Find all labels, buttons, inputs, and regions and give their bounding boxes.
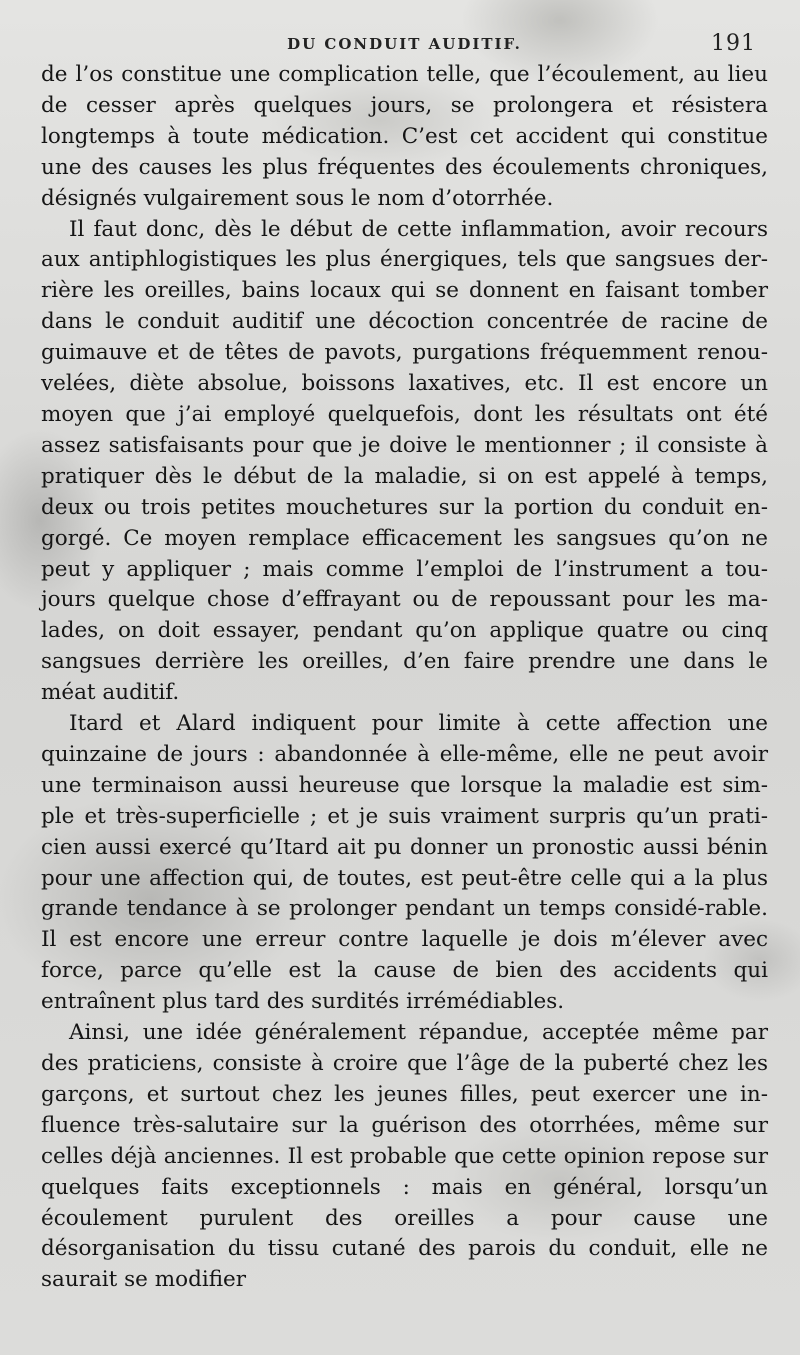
- page-number: 191: [711, 31, 756, 56]
- body-text: [41, 60, 768, 1296]
- paragraph-puberty-belief: Ainsi, une idée généralement répandue, acceptée même par des praticiens, consiste à croire que l’âge de la puberté chez les garçons, et surtout chez les jeunes filles, peut exercer une in-fluence très-salutaire sur la guérison des otorrhées, même sur celles déjà anciennes. Il est probable que cette opinion repose sur quelques faits exceptionnels : mais en général, lorsqu’un écoulement purulent des oreilles a pour cause une désorganisation du tissu cutané des parois du conduit, elle ne saurait se modifier: [41, 1020, 768, 1293]
- running-head: [41, 28, 768, 60]
- running-title: DU CONDUIT AUDITIF.: [287, 35, 522, 53]
- paragraph-itard-alard: Itard et Alard indiquent pour limite à cette affection une quinzaine de jours : abandonnée à elle-même, elle ne peut avoir une terminaison aussi heureuse que lorsque la maladie est sim-ple et très-superficielle ; et je suis vraiment surpris qu’un prati-cien aussi exercé qu’Itard ait pu donner un pronostic aussi bénin pour une affection qui, de toutes, est peut-être celle qui a la plus grande tendance à se prolonger pendant un temps considé-rable. Il est encore une erreur contre laquelle je dois m’élever avec force, parce qu’elle est la cause de bien des accidents qui entraînent plus tard des surdités irrémédiables.: [41, 711, 768, 1015]
- paragraph-continued: de l’os constitue une complication telle, que l’écoulement, au lieu de cesser après quelques jours, se prolongera et résistera longtemps à toute médication. C’est cet accident qui constitue une des causes les plus fréquentes des écoulements chroniques, désignés vulgairement sous le nom d’otorrhée.: [41, 62, 768, 211]
- paragraph-antiphlogistics: Il faut donc, dès le début de cette inflammation, avoir recours aux antiphlogistiques les plus énergiques, tels que sangsues der-rière les oreilles, bains locaux qui se donnent en faisant tomber dans le conduit auditif une décoction concentrée de racine de guimauve et de têtes de pavots, purgations fréquemment renou-velées, diète absolue, boissons laxatives, etc. Il est encore un moyen que j’ai employé quelquefois, dont les résultats ont été assez satisfaisants pour que je doive le mentionner ; il consiste à pratiquer dès le début de la maladie, si on est appelé à temps, deux ou trois petites mouchetures sur la portion du conduit en-gorgé. Ce moyen remplace efficacement les sangsues qu’on ne peut y appliquer ; mais comme l’emploi de l’instrument a tou-jours quelque chose d’effrayant ou de repoussant pour les ma-lades, on doit essayer, pendant qu’on applique quatre ou cinq sangsues derrière les oreilles, d’en faire prendre une dans le méat auditif.: [41, 216, 768, 706]
